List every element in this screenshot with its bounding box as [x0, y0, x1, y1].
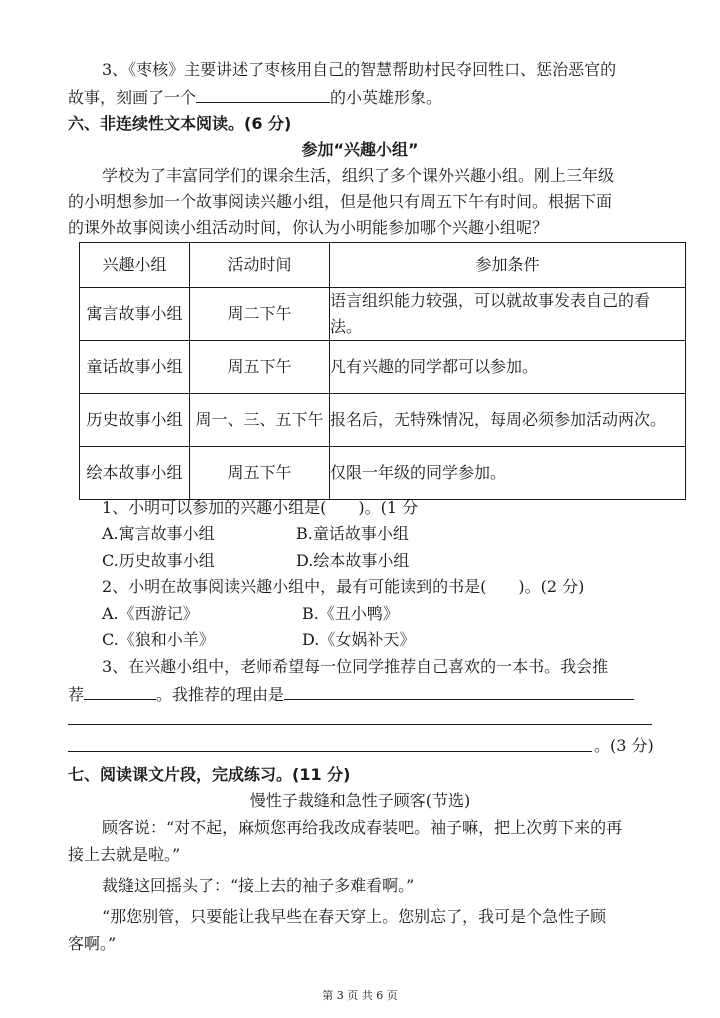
table-cell-condition: 凡有兴趣的同学都可以参加。 [330, 341, 686, 394]
table-cell-group: 绘本故事小组 [80, 447, 190, 500]
q3-intro-line1: 3、《枣核》主要讲述了枣核用自己的智慧帮助村民夺回牲口、惩治恶官的 [102, 60, 617, 79]
table-cell-time: 周一、三、五下午 [190, 394, 330, 447]
section7-p3-line1: “那您别管，只要能让我早些在春天穿上。您别忘了，我可是个急性子顾 [102, 907, 607, 926]
table-row [80, 288, 686, 341]
table-cell-group: 童话故事小组 [80, 341, 190, 394]
q1-option-c[interactable]: C.历史故事小组 [102, 551, 215, 570]
q2-option-a[interactable]: A.《西游记》 [102, 604, 199, 623]
q2-option-c[interactable]: C.《狼和小羊》 [102, 630, 215, 649]
section7-p3-line2: 客啊。” [68, 934, 117, 953]
section7-title: 慢性子裁缝和急性子顾客(节选) [249, 791, 471, 810]
table-header-group: 兴趣小组 [80, 243, 190, 288]
q1-option-b[interactable]: B.童话故事小组 [296, 524, 409, 543]
table-row [80, 447, 686, 500]
section7-p2: 裁缝这回摇头了：“接上去的袖子多难看啊。” [102, 876, 415, 895]
q1-stem: 1、小明可以参加的兴趣小组是( )。(1 分 [102, 498, 419, 517]
table-cell-time: 周二下午 [190, 288, 330, 341]
q3-line2 [68, 681, 634, 708]
section6-para-line1: 学校为了丰富同学们的课余生活，组织了多个课外兴趣小组。刚上三年级 [102, 166, 615, 185]
section6-title: 参加“兴趣小组” [301, 140, 419, 159]
q3-intro-prefix: 故事，刻画了一个 [68, 88, 197, 107]
answer-line[interactable] [68, 724, 652, 725]
section7-p1-line1: 顾客说：“对不起，麻烦您再给我改成春装吧。袖子嘛，把上次剪下来的再 [102, 818, 623, 837]
table-row [80, 341, 686, 394]
section7-heading: 七、阅读课文片段，完成练习。(11 分) [68, 765, 351, 784]
condition-line: 语言组织能力较强，可以就故事发表自己的看 [330, 291, 651, 310]
q1-option-d[interactable]: D.绘本故事小组 [296, 551, 410, 570]
section6-heading: 六、非连续性文本阅读。(6 分) [68, 114, 292, 133]
section6-para-line3: 的课外故事阅读小组活动时间，你认为小明能参加哪个兴趣小组呢？ [68, 218, 549, 237]
condition-line: 法。 [330, 317, 363, 336]
q2-option-d[interactable]: D.《女娲补天》 [302, 630, 416, 649]
table-cell-condition [330, 288, 686, 341]
reason-answer-blank[interactable] [284, 681, 634, 700]
section6-para-line2: 的小明想参加一个故事阅读兴趣小组，但是他只有周五下午有时间。根据下面 [68, 192, 613, 211]
q2-stem: 2、小明在故事阅读兴趣小组中，最有可能读到的书是( )。(2 分) [102, 577, 585, 596]
table-cell-time: 周五下午 [190, 341, 330, 394]
q3-score: 。(3 分) [594, 736, 654, 755]
q3-intro-suffix: 的小英雄形象。 [330, 88, 443, 107]
table-cell-group: 历史故事小组 [80, 394, 190, 447]
answer-blank[interactable] [196, 84, 330, 103]
table-cell-condition: 报名后，无特殊情况，每周必须参加活动两次。 [330, 394, 686, 447]
q3-prefix: 荐 [68, 685, 85, 704]
table-header-row [80, 243, 686, 288]
table-cell-condition: 仅限一年级的同学参加。 [330, 447, 686, 500]
q3-line1: 3、在兴趣小组中，老师希望每一位同学推荐自己喜欢的一本书。我会推 [102, 657, 609, 676]
q3-reason-label: 。我推荐的理由是 [156, 685, 285, 704]
answer-line[interactable] [68, 751, 592, 752]
book-answer-blank[interactable] [84, 681, 156, 700]
interest-group-table [79, 242, 686, 500]
table-cell-group: 寓言故事小组 [80, 288, 190, 341]
page-footer: 第 3 页 共 6 页 [322, 989, 398, 1002]
table-header-time: 活动时间 [190, 243, 330, 288]
q1-option-a[interactable]: A.寓言故事小组 [102, 524, 215, 543]
section7-p1-line2: 接上去就是啦。” [68, 845, 181, 864]
table-row [80, 394, 686, 447]
q2-option-b[interactable]: B.《丑小鸭》 [302, 604, 399, 623]
table-cell-time: 周五下午 [190, 447, 330, 500]
table-header-condition: 参加条件 [330, 243, 686, 288]
q3-intro-line2 [68, 84, 442, 111]
